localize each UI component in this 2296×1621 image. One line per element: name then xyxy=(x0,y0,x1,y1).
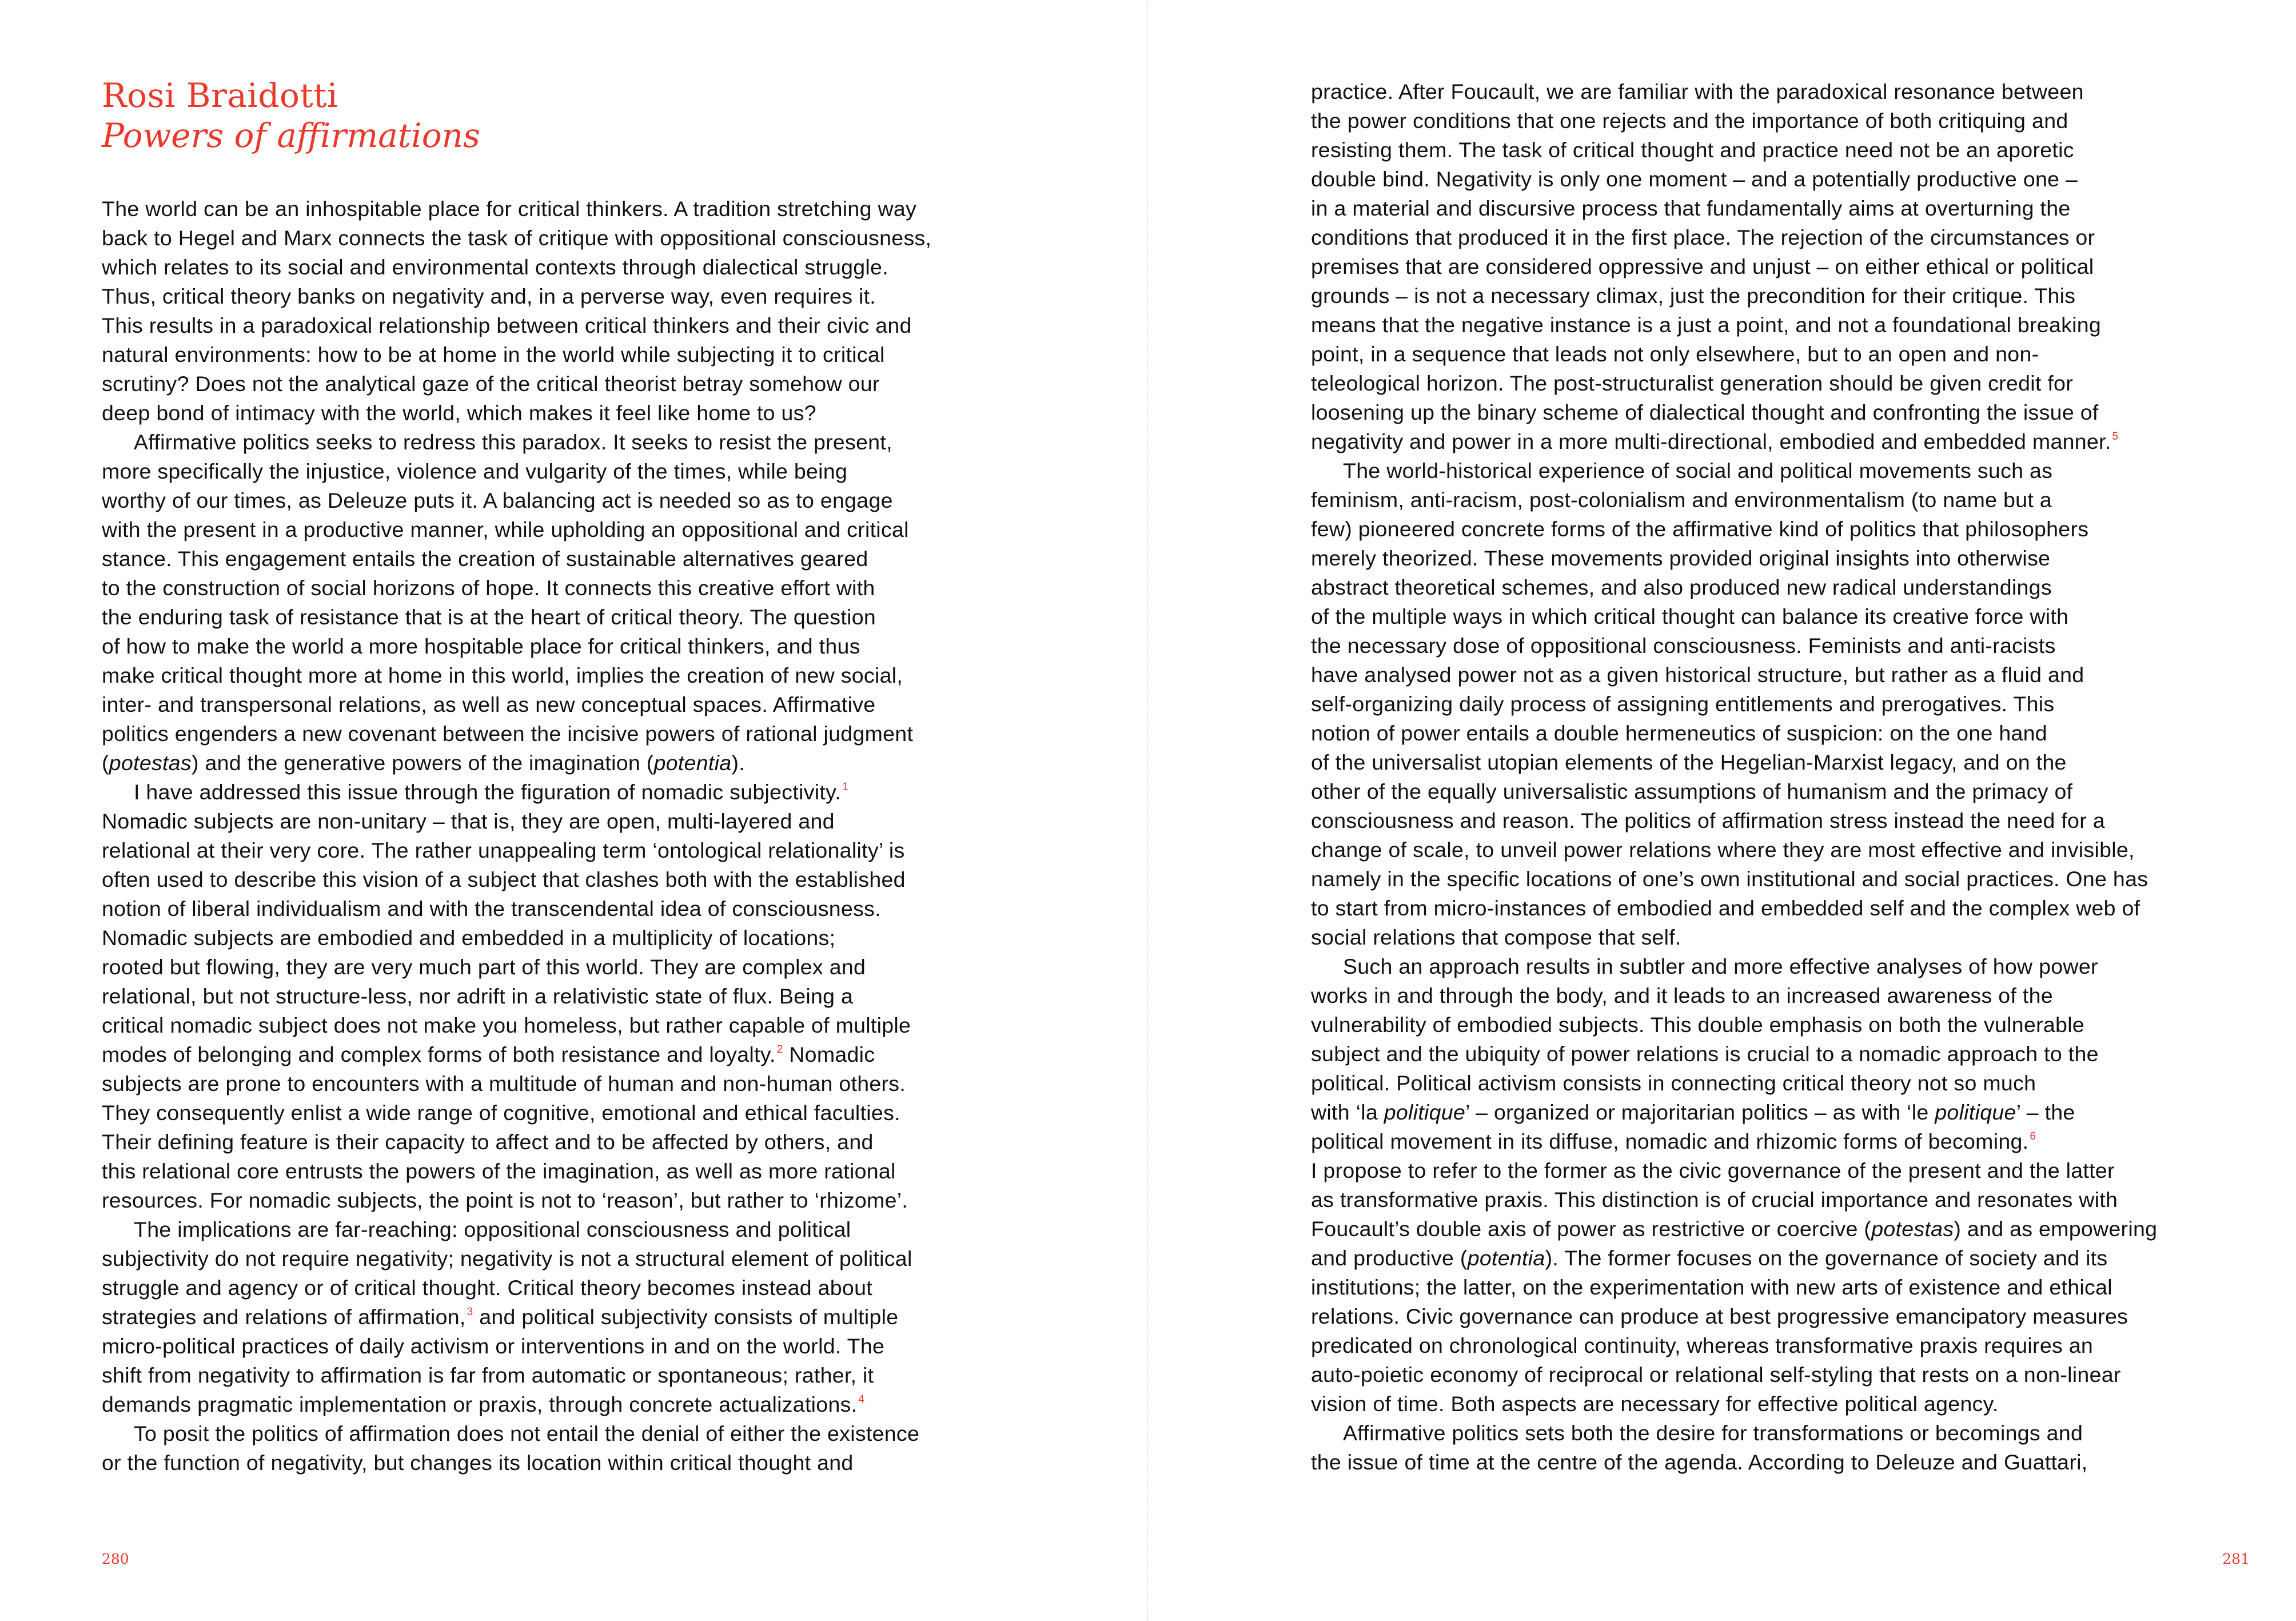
left-text-line: critical nomadic subject does not make you homeless, but rather capable of multiple xyxy=(102,1013,911,1037)
right-text-line: as transformative praxis. This distinction is of crucial importance and resonates with xyxy=(1311,1188,2118,1212)
right-text-line: the issue of time at the centre of the agenda. According to Deleuze and Guattari, xyxy=(1311,1450,2088,1474)
footnote-marker[interactable]: 5 xyxy=(2112,431,2119,443)
footnote-marker[interactable]: 3 xyxy=(467,1306,473,1318)
italic-term: politique xyxy=(1384,1100,1466,1124)
right-text-line: Foucault’s double axis of power as restrictive or coercive (potestas) and as empowering xyxy=(1311,1217,2158,1241)
right-text-line: few) pioneered concrete forms of the affirmative kind of politics that philosophers xyxy=(1311,517,2089,541)
left-text-line: To posit the politics of affirmation does not entail the denial of either the existence xyxy=(134,1421,920,1445)
italic-term: potestas xyxy=(109,751,192,775)
left-text-line: inter- and transpersonal relations, as well as new conceptual spaces. Affirmative xyxy=(102,692,876,716)
right-text-line: social relations that compose that self. xyxy=(1311,925,1681,949)
right-text-line: practice. After Foucault, we are familiar with the paradoxical resonance between xyxy=(1311,79,2084,103)
right-text-line: premises that are considered oppressive and unjust – on either ethical or political xyxy=(1311,254,2094,278)
left-text-line: This results in a paradoxical relationship between critical thinkers and their civic and xyxy=(102,313,912,337)
right-text-line: in a material and discursive process that fundamentally aims at overturning the xyxy=(1311,196,2071,220)
left-text-line: Nomadic subjects are embodied and embedded in a multiplicity of locations; xyxy=(102,926,836,950)
right-text-line: double bind. Negativity is only one moment – and a potentially productive one – xyxy=(1311,167,2078,191)
right-text-line: consciousness and reason. The politics of affirmation stress instead the need for a xyxy=(1311,808,2105,833)
right-text-line: merely theorized. These movements provided original insights into otherwise xyxy=(1311,546,2051,570)
chapter-title: Powers of affirmations xyxy=(102,116,480,155)
left-text-line: to the construction of social horizons of hope. It connects this creative effort with xyxy=(102,576,875,600)
left-text-line: subjectivity do not require negativity; negativity is not a structural element of political xyxy=(102,1246,912,1270)
right-text-line: vision of time. Both aspects are necessary for effective political agency. xyxy=(1311,1392,1999,1416)
page-number-left: 280 xyxy=(102,1551,129,1567)
right-text-line: the necessary dose of oppositional consciousness. Feminists and anti-racists xyxy=(1311,634,2056,658)
left-text-line: They consequently enlist a wide range of cognitive, emotional and ethical faculties. xyxy=(102,1101,900,1125)
right-text-line: The world-historical experience of social and political movements such as xyxy=(1343,459,2053,483)
left-text-line: Their defining feature is their capacity to affect and to be affected by others, and xyxy=(102,1130,874,1154)
left-text-line: natural environments: how to be at home in the world while subjecting it to critical xyxy=(102,342,885,367)
chapter-heading xyxy=(102,75,480,156)
right-text-line: have analysed power not as a given historical structure, but rather as a fluid and xyxy=(1311,663,2084,687)
right-text-line: vulnerability of embodied subjects. This double emphasis on both the vulnerable xyxy=(1311,1013,2084,1037)
right-text-line: to start from micro-instances of embodied and embedded self and the complex web of xyxy=(1311,896,2140,920)
right-text-line: of the universalist utopian elements of the Hegelian-Marxist legacy, and on the xyxy=(1311,750,2067,774)
italic-term: politique xyxy=(1935,1100,2016,1124)
left-page xyxy=(0,0,1147,1621)
left-text-line: scrutiny? Does not the analytical gaze of the critical theorist betray somehow our xyxy=(102,372,880,396)
left-text-line: more specifically the injustice, violence and vulgarity of the times, while being xyxy=(102,459,848,483)
left-text-line: relational, but not structure-less, nor adrift in a relativistic state of flux. Being a xyxy=(102,984,854,1008)
right-text-line: I propose to refer to the former as the civic governance of the present and the latter xyxy=(1311,1158,2115,1182)
right-text-line: teleological horizon. The post-structuralist generation should be given credit for xyxy=(1311,371,2073,395)
right-text-line: resisting them. The task of critical thought and practice need not be an aporetic xyxy=(1311,138,2074,162)
left-text-line: Thus, critical theory banks on negativity and, in a perverse way, even requires it. xyxy=(102,284,876,308)
left-text-line: I have addressed this issue through the figuration of nomadic subjectivity. $^1$ xyxy=(134,780,848,804)
right-text-line: abstract theoretical schemes, and also produced new radical understandings xyxy=(1311,575,2052,599)
right-text-line: relations. Civic governance can produce at best progressive emancipatory measures xyxy=(1311,1304,2128,1328)
right-text-line: and productive (potentia). The former focuses on the governance of society and its xyxy=(1311,1246,2108,1270)
right-text-line: subject and the ubiquity of power relations is crucial to a nomadic approach to the xyxy=(1311,1042,2099,1066)
right-text-line: point, in a sequence that leads not only elsewhere, but to an open and non- xyxy=(1311,342,2039,366)
right-text-line: notion of power entails a double hermeneutics of suspicion: on the one hand xyxy=(1311,721,2047,745)
left-text-line: often used to describe this vision of a subject that clashes both with the established xyxy=(102,867,906,891)
left-text-line: (potestas) and the generative powers of the imagination (potentia). xyxy=(102,751,745,775)
footnote-marker[interactable]: 6 xyxy=(2030,1130,2036,1142)
left-text-line: make critical thought more at home in this world, implies the creation of new social, xyxy=(102,663,903,687)
right-text-line: means that the negative instance is a just a point, and not a foundational breaking xyxy=(1311,313,2102,337)
left-text-line: rooted but flowing, they are very much part of this world. They are complex and xyxy=(102,955,866,979)
left-text-line: this relational core entrusts the powers of the imagination, as well as more rational xyxy=(102,1159,896,1183)
right-body-text xyxy=(1311,77,2157,1477)
right-text-line: other of the equally universalistic assumptions of humanism and the primacy of xyxy=(1311,779,2073,803)
left-text-line: of how to make the world a more hospitable place for critical thinkers, and thus xyxy=(102,634,860,658)
italic-term: potentia xyxy=(1467,1246,1545,1270)
left-text-line: The world can be an inhospitable place for critical thinkers. A tradition stretching way xyxy=(102,197,917,221)
right-text-line: namely in the specific locations of one’s own institutional and social practices. One has xyxy=(1311,867,2148,891)
left-text-line: relational at their very core. The rather unappealing term ‘ontological relationality’ is xyxy=(102,838,905,862)
right-text-line: political. Political activism consists in connecting critical theory not so much xyxy=(1311,1071,2036,1095)
footnote-marker[interactable]: 1 xyxy=(842,781,848,793)
left-text-line: notion of liberal individualism and with the transcendental idea of consciousness. xyxy=(102,897,881,921)
right-text-line: self-organizing daily process of assigning entitlements and prerogatives. This xyxy=(1311,692,2055,716)
italic-term: potestas xyxy=(1871,1217,1954,1241)
left-text-line: strategies and relations of affirmation, $^3$ and political subjectivity consists of multiple xyxy=(102,1305,899,1329)
left-text-line: resources. For nomadic subjects, the point is not to ‘reason’, but rather to ‘rhizome’. xyxy=(102,1188,908,1212)
right-text-line: of the multiple ways in which critical thought can balance its creative force with xyxy=(1311,604,2069,628)
left-text-line: which relates to its social and environmental contexts through dialectical struggle. xyxy=(102,255,888,279)
right-text-line: with ‘la politique’ – organized or majoritarian politics – as with ‘le politique’ – the xyxy=(1311,1100,2075,1124)
left-text-line: deep bond of intimacy with the world, which makes it feel like home to us? xyxy=(102,401,816,425)
left-text-line: shift from negativity to affirmation is far from automatic or spontaneous; rather, it xyxy=(102,1363,874,1387)
left-text-line: modes of belonging and complex forms of both resistance and loyalty. $^2$ Nomadic xyxy=(102,1042,875,1066)
left-text-line: the enduring task of resistance that is at the heart of critical theory. The question xyxy=(102,605,876,629)
right-text-line: loosening up the binary scheme of dialectical thought and confronting the issue of xyxy=(1311,400,2099,424)
right-text-line: conditions that produced it in the first place. The rejection of the circumstances or xyxy=(1311,225,2095,249)
italic-term: potentia xyxy=(653,751,732,775)
right-text-line: grounds – is not a necessary climax, just the precondition for their critique. This xyxy=(1311,284,2076,308)
left-text-line: stance. This engagement entails the creation of sustainable alternatives geared xyxy=(102,547,868,571)
right-text-line: negativity and power in a more multi-directional, embodied and embedded manner. $^5$ xyxy=(1311,429,2119,453)
left-text-line: demands pragmatic implementation or praxis, through concrete actualizations. $^4$ xyxy=(102,1392,865,1416)
footnote-marker[interactable]: 4 xyxy=(858,1393,865,1405)
right-text-line: predicated on chronological continuity, whereas transformative praxis requires an xyxy=(1311,1333,2094,1357)
right-text-line: political movement in its diffuse, nomadic and rhizomic forms of becoming. $^6$ xyxy=(1311,1129,2036,1153)
right-text-line: Such an approach results in subtler and more effective analyses of how power xyxy=(1343,954,2098,978)
right-text-line: auto-poietic economy of reciprocal or relational self-styling that rests on a non-linear xyxy=(1311,1363,2121,1387)
right-text-line: the power conditions that one rejects and the importance of both critiquing and xyxy=(1311,109,2068,133)
left-text-line: worthy of our times, as Deleuze puts it. A balancing act is needed so as to engage xyxy=(102,488,893,512)
left-text-line: with the present in a productive manner, while upholding an oppositional and critical xyxy=(102,517,909,541)
right-text-line: Affirmative politics sets both the desire for transformations or becomings and xyxy=(1343,1421,2083,1445)
right-text-line: change of scale, to unveil power relations where they are most effective and invisible, xyxy=(1311,838,2135,862)
right-text-line: feminism, anti-racism, post-colonialism and environmentalism (to name but a xyxy=(1311,488,2052,512)
right-page xyxy=(1148,0,2295,1621)
right-text-line: institutions; the latter, on the experimentation with new arts of existence and ethical xyxy=(1311,1275,2112,1299)
right-text-line: works in and through the body, and it leads to an increased awareness of the xyxy=(1311,983,2053,1007)
left-body-text xyxy=(102,194,931,1477)
left-text-line: struggle and agency or of critical thought. Critical theory becomes instead about xyxy=(102,1276,872,1300)
left-text-line: politics engenders a new covenant between the incisive powers of rational judgment xyxy=(102,722,914,746)
left-text-line: The implications are far-reaching: oppositional consciousness and political xyxy=(134,1217,851,1241)
left-text-line: back to Hegel and Marx connects the task of critique with oppositional consciousness, xyxy=(102,226,932,250)
left-text-line: or the function of negativity, but changes its location within critical thought and xyxy=(102,1451,854,1475)
left-text-line: micro-political practices of daily activism or interventions in and on the world. The xyxy=(102,1334,885,1358)
page-number-right: 281 xyxy=(2222,1551,2250,1567)
footnote-marker[interactable]: 2 xyxy=(776,1044,783,1056)
author-name: Rosi Braidotti xyxy=(102,76,338,115)
left-text-line: Nomadic subjects are non-unitary – that is, they are open, multi-layered and xyxy=(102,809,835,833)
left-text-line: Affirmative politics seeks to redress this paradox. It seeks to resist the present, xyxy=(134,430,892,454)
left-text-line: subjects are prone to encounters with a multitude of human and non-human others. xyxy=(102,1072,906,1096)
